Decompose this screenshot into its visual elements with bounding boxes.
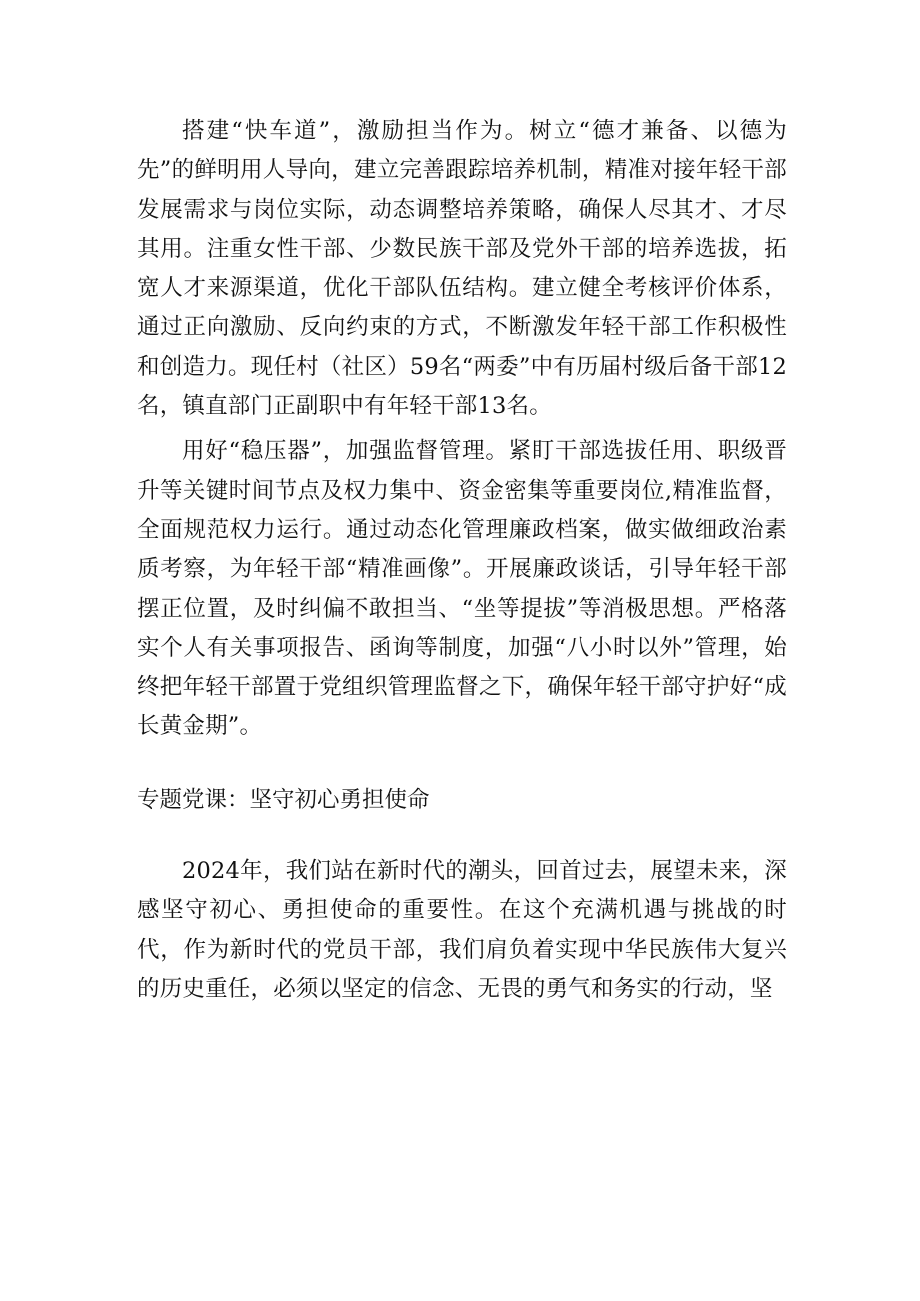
document-body — [137, 112, 787, 1009]
paragraph-2024-intro: 2024年，我们站在新时代的潮头，回首过去，展望未来，深感坚守初心、勇担使命的重要性。在这个充满机遇与挑战的时代，作为新时代的党员干部，我们肩负着实现中华民族伟大复兴的历史重任，必须以坚定的信念、无畏的勇气和务实的行动，坚 — [137, 858, 787, 1002]
paragraph-fast-track: 搭建“快车道”，激励担当作为。树立“德才兼备、以德为先”的鲜明用人导向，建立完善跟踪培养机制，精准对接年轻干部发展需求与岗位实际，动态调整培养策略，确保人尽其才、才尽其用。注重女性干部、少数民族干部及党外干部的培养选拔，拓宽人才来源渠道，优化干部队伍结构。建立健全考核评价体系，通过正向激励、反向约束的方式，不断激发年轻干部工作积极性和创造力。现任村（社区）59名“两委”中有历届村级后备干部12名，镇直部门正副职中有年轻干部13名。 — [137, 118, 787, 420]
paragraph-stabilizer: 用好“稳压器”，加强监督管理。紧盯干部选拔任用、职级晋升等关键时间节点及权力集中、资金密集等重要岗位,精准监督，全面规范权力运行。通过动态化管理廉政档案，做实做细政治素质考察，为年轻干部“精准画像”。开展廉政谈话，引导年轻干部摆正位置，及时纠偏不敢担当、“坐等提拔”等消极思想。严格落实个人有关事项报告、函询等制度，加强“八小时以外”管理，始终把年轻干部置于党组织管理监督之下，确保年轻干部守护好“成长黄金期”。 — [137, 438, 787, 740]
section-heading: 专题党课：坚守初心勇担使命 — [137, 786, 430, 813]
